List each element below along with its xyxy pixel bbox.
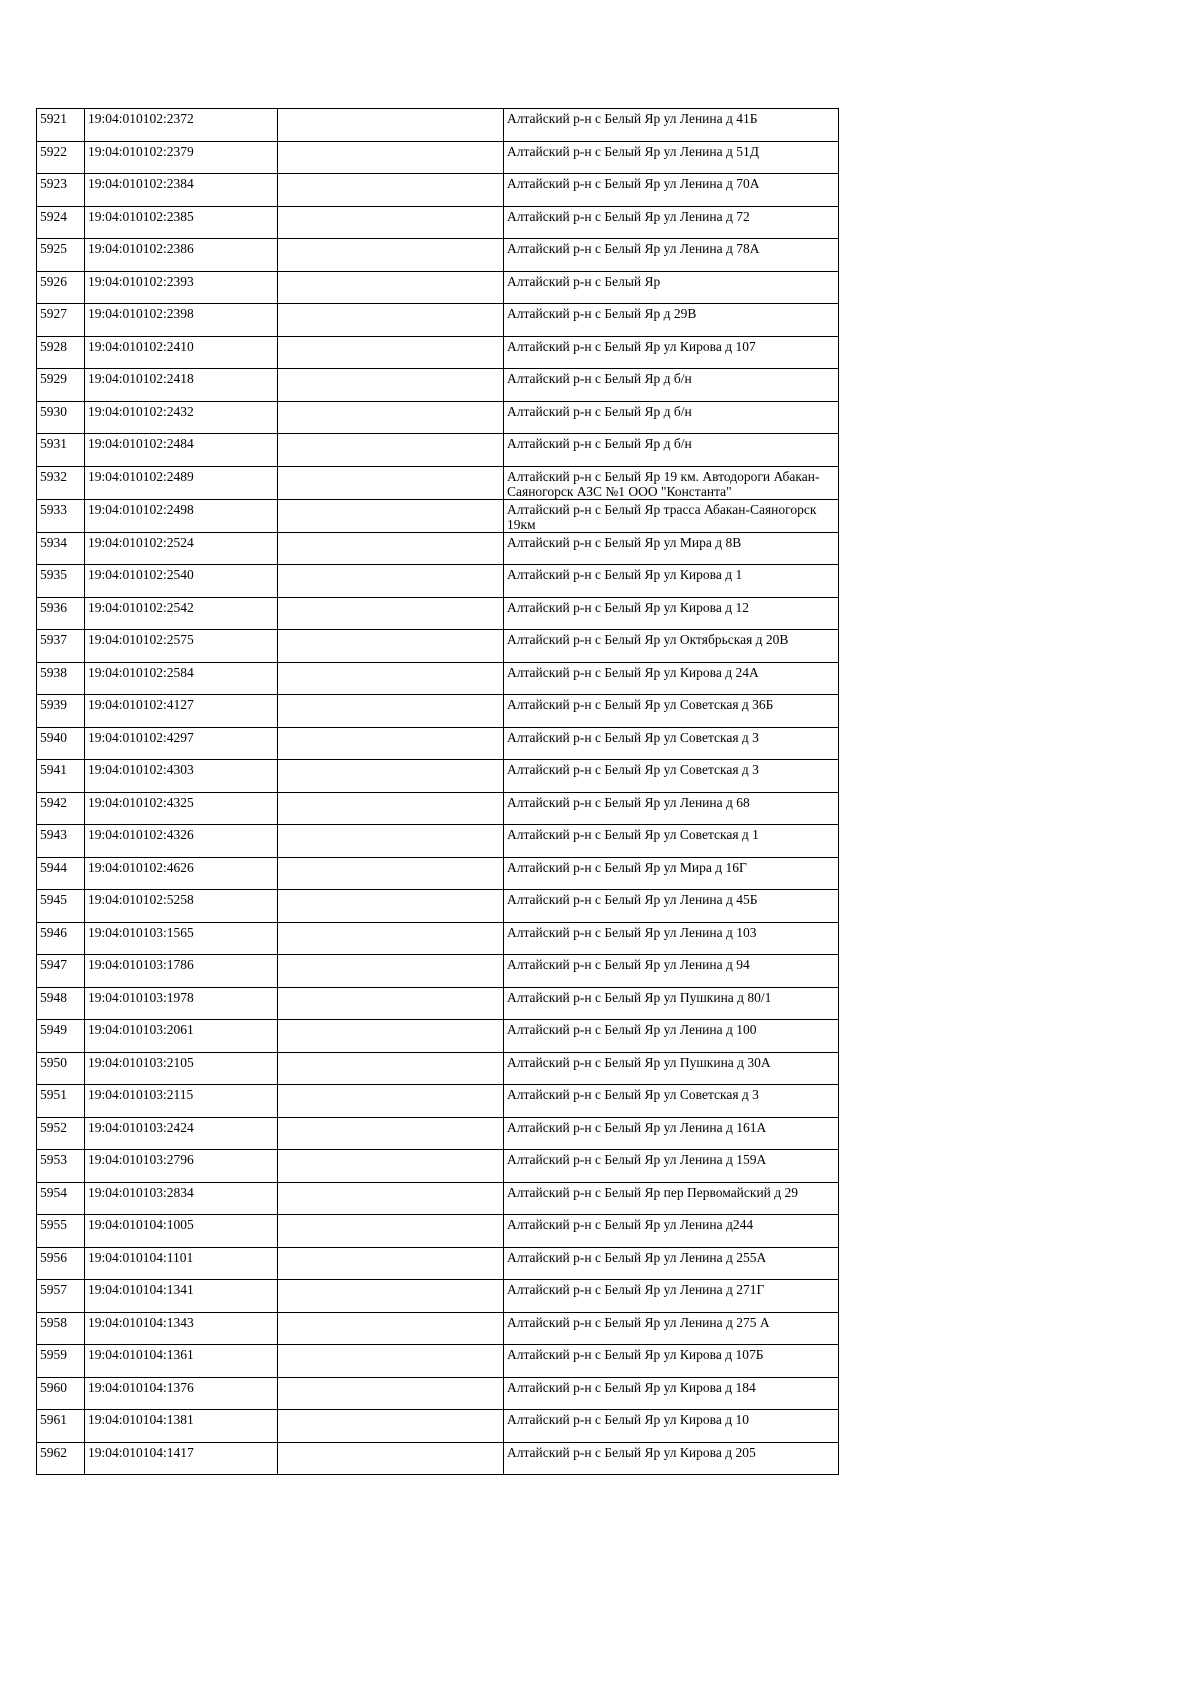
cadastral-number-cell: 19:04:010102:4326	[85, 825, 278, 858]
cadastral-number-cell: 19:04:010104:1376	[85, 1377, 278, 1410]
empty-cell	[278, 1052, 504, 1085]
table-row	[37, 565, 839, 598]
address-cell: Алтайский р-н с Белый Яр ул Ленина д 159А	[504, 1150, 839, 1183]
row-number-cell: 5951	[37, 1085, 85, 1118]
table-row	[37, 955, 839, 988]
empty-cell	[278, 1280, 504, 1313]
empty-cell	[278, 955, 504, 988]
row-number-cell: 5950	[37, 1052, 85, 1085]
address-cell: Алтайский р-н с Белый Яр д б/н	[504, 401, 839, 434]
row-number-cell: 5945	[37, 890, 85, 923]
empty-cell	[278, 532, 504, 565]
empty-cell	[278, 271, 504, 304]
address-cell: Алтайский р-н с Белый Яр ул Кирова д 205	[504, 1442, 839, 1475]
row-number-cell: 5960	[37, 1377, 85, 1410]
row-number-cell: 5936	[37, 597, 85, 630]
table-row	[37, 1215, 839, 1248]
table-row	[37, 1280, 839, 1313]
address-cell: Алтайский р-н с Белый Яр ул Советская д 3	[504, 1085, 839, 1118]
table-row	[37, 857, 839, 890]
row-number-cell: 5943	[37, 825, 85, 858]
empty-cell	[278, 1215, 504, 1248]
cadastral-number-cell: 19:04:010104:1005	[85, 1215, 278, 1248]
row-number-cell: 5949	[37, 1020, 85, 1053]
address-cell: Алтайский р-н с Белый Яр ул Ленина д 45Б	[504, 890, 839, 923]
empty-cell	[278, 206, 504, 239]
empty-cell	[278, 1377, 504, 1410]
row-number-cell: 5957	[37, 1280, 85, 1313]
address-cell: Алтайский р-н с Белый Яр ул Пушкина д 80/1	[504, 987, 839, 1020]
cadastral-number-cell: 19:04:010103:2796	[85, 1150, 278, 1183]
row-number-cell: 5948	[37, 987, 85, 1020]
address-cell: Алтайский р-н с Белый Яр ул Ленина д 100	[504, 1020, 839, 1053]
empty-cell	[278, 1182, 504, 1215]
row-number-cell: 5947	[37, 955, 85, 988]
table-row	[37, 1247, 839, 1280]
table-row	[37, 597, 839, 630]
table-row	[37, 271, 839, 304]
address-cell: Алтайский р-н с Белый Яр трасса Абакан-Саяногорск 19км	[504, 499, 839, 532]
table-row	[37, 1020, 839, 1053]
cadastral-number-cell: 19:04:010102:4297	[85, 727, 278, 760]
empty-cell	[278, 239, 504, 272]
table-row	[37, 336, 839, 369]
row-number-cell: 5934	[37, 532, 85, 565]
empty-cell	[278, 401, 504, 434]
address-cell: Алтайский р-н с Белый Яр 19 км. Автодороги Абакан-Саяногорск АЗС №1 ООО "Константа"	[504, 466, 839, 499]
empty-cell	[278, 369, 504, 402]
empty-cell	[278, 922, 504, 955]
row-number-cell: 5931	[37, 434, 85, 467]
cadastral-number-cell: 19:04:010102:2540	[85, 565, 278, 598]
cadastral-number-cell: 19:04:010102:4325	[85, 792, 278, 825]
cadastral-number-cell: 19:04:010102:2393	[85, 271, 278, 304]
registry-table	[36, 108, 839, 1475]
cadastral-number-cell: 19:04:010103:2061	[85, 1020, 278, 1053]
row-number-cell: 5940	[37, 727, 85, 760]
address-cell: Алтайский р-н с Белый Яр ул Ленина д244	[504, 1215, 839, 1248]
row-number-cell: 5944	[37, 857, 85, 890]
empty-cell	[278, 1442, 504, 1475]
cadastral-number-cell: 19:04:010104:1343	[85, 1312, 278, 1345]
empty-cell	[278, 499, 504, 532]
cadastral-number-cell: 19:04:010102:2386	[85, 239, 278, 272]
table-row	[37, 434, 839, 467]
empty-cell	[278, 304, 504, 337]
cadastral-number-cell: 19:04:010102:2372	[85, 109, 278, 142]
empty-cell	[278, 141, 504, 174]
cadastral-number-cell: 19:04:010104:1417	[85, 1442, 278, 1475]
cadastral-number-cell: 19:04:010104:1381	[85, 1410, 278, 1443]
empty-cell	[278, 630, 504, 663]
table-row	[37, 630, 839, 663]
address-cell: Алтайский р-н с Белый Яр ул Кирова д 10	[504, 1410, 839, 1443]
row-number-cell: 5939	[37, 695, 85, 728]
empty-cell	[278, 825, 504, 858]
row-number-cell: 5946	[37, 922, 85, 955]
address-cell: Алтайский р-н с Белый Яр ул Ленина д 271Г	[504, 1280, 839, 1313]
table-row	[37, 304, 839, 337]
row-number-cell: 5930	[37, 401, 85, 434]
row-number-cell: 5956	[37, 1247, 85, 1280]
address-cell: Алтайский р-н с Белый Яр ул Ленина д 41Б	[504, 109, 839, 142]
table-row	[37, 466, 839, 499]
empty-cell	[278, 760, 504, 793]
address-cell: Алтайский р-н с Белый Яр ул Ленина д 103	[504, 922, 839, 955]
row-number-cell: 5954	[37, 1182, 85, 1215]
empty-cell	[278, 109, 504, 142]
row-number-cell: 5962	[37, 1442, 85, 1475]
row-number-cell: 5924	[37, 206, 85, 239]
table-row	[37, 109, 839, 142]
table-row	[37, 239, 839, 272]
empty-cell	[278, 890, 504, 923]
row-number-cell: 5921	[37, 109, 85, 142]
row-number-cell: 5925	[37, 239, 85, 272]
empty-cell	[278, 1345, 504, 1378]
registry-table-body	[37, 109, 839, 1475]
cadastral-number-cell: 19:04:010102:2410	[85, 336, 278, 369]
table-row	[37, 499, 839, 532]
table-row	[37, 1117, 839, 1150]
table-row	[37, 401, 839, 434]
empty-cell	[278, 174, 504, 207]
table-row	[37, 1085, 839, 1118]
cadastral-number-cell: 19:04:010102:2398	[85, 304, 278, 337]
cadastral-number-cell: 19:04:010103:2834	[85, 1182, 278, 1215]
row-number-cell: 5928	[37, 336, 85, 369]
address-cell: Алтайский р-н с Белый Яр ул Пушкина д 30А	[504, 1052, 839, 1085]
cadastral-number-cell: 19:04:010102:4303	[85, 760, 278, 793]
empty-cell	[278, 1247, 504, 1280]
table-row	[37, 1345, 839, 1378]
cadastral-number-cell: 19:04:010102:2379	[85, 141, 278, 174]
address-cell: Алтайский р-н с Белый Яр ул Кирова д 107	[504, 336, 839, 369]
row-number-cell: 5952	[37, 1117, 85, 1150]
row-number-cell: 5959	[37, 1345, 85, 1378]
row-number-cell: 5955	[37, 1215, 85, 1248]
address-cell: Алтайский р-н с Белый Яр ул Ленина д 72	[504, 206, 839, 239]
empty-cell	[278, 1312, 504, 1345]
cadastral-number-cell: 19:04:010102:2542	[85, 597, 278, 630]
cadastral-number-cell: 19:04:010104:1341	[85, 1280, 278, 1313]
table-row	[37, 1182, 839, 1215]
table-row	[37, 1377, 839, 1410]
cadastral-number-cell: 19:04:010102:2489	[85, 466, 278, 499]
table-row	[37, 792, 839, 825]
table-row	[37, 890, 839, 923]
address-cell: Алтайский р-н с Белый Яр д 29В	[504, 304, 839, 337]
cadastral-number-cell: 19:04:010102:2498	[85, 499, 278, 532]
table-row	[37, 532, 839, 565]
address-cell: Алтайский р-н с Белый Яр ул Ленина д 275 А	[504, 1312, 839, 1345]
cadastral-number-cell: 19:04:010102:2484	[85, 434, 278, 467]
row-number-cell: 5932	[37, 466, 85, 499]
table-row	[37, 1410, 839, 1443]
address-cell: Алтайский р-н с Белый Яр д б/н	[504, 434, 839, 467]
row-number-cell: 5942	[37, 792, 85, 825]
cadastral-number-cell: 19:04:010104:1101	[85, 1247, 278, 1280]
address-cell: Алтайский р-н с Белый Яр ул Кирова д 12	[504, 597, 839, 630]
empty-cell	[278, 727, 504, 760]
table-row	[37, 1052, 839, 1085]
cadastral-number-cell: 19:04:010103:1565	[85, 922, 278, 955]
address-cell: Алтайский р-н с Белый Яр ул Ленина д 78А	[504, 239, 839, 272]
row-number-cell: 5929	[37, 369, 85, 402]
address-cell: Алтайский р-н с Белый Яр ул Ленина д 94	[504, 955, 839, 988]
empty-cell	[278, 466, 504, 499]
address-cell: Алтайский р-н с Белый Яр ул Кирова д 1	[504, 565, 839, 598]
table-row	[37, 1312, 839, 1345]
cadastral-number-cell: 19:04:010102:2418	[85, 369, 278, 402]
empty-cell	[278, 1085, 504, 1118]
row-number-cell: 5938	[37, 662, 85, 695]
table-row	[37, 662, 839, 695]
row-number-cell: 5926	[37, 271, 85, 304]
row-number-cell: 5953	[37, 1150, 85, 1183]
cadastral-number-cell: 19:04:010103:2115	[85, 1085, 278, 1118]
empty-cell	[278, 434, 504, 467]
empty-cell	[278, 1410, 504, 1443]
cadastral-number-cell: 19:04:010103:2105	[85, 1052, 278, 1085]
table-row	[37, 987, 839, 1020]
table-row	[37, 727, 839, 760]
empty-cell	[278, 336, 504, 369]
row-number-cell: 5933	[37, 499, 85, 532]
address-cell: Алтайский р-н с Белый Яр д б/н	[504, 369, 839, 402]
row-number-cell: 5958	[37, 1312, 85, 1345]
address-cell: Алтайский р-н с Белый Яр ул Ленина д 255А	[504, 1247, 839, 1280]
table-row	[37, 206, 839, 239]
address-cell: Алтайский р-н с Белый Яр ул Кирова д 184	[504, 1377, 839, 1410]
cadastral-number-cell: 19:04:010102:2384	[85, 174, 278, 207]
row-number-cell: 5922	[37, 141, 85, 174]
cadastral-number-cell: 19:04:010102:5258	[85, 890, 278, 923]
row-number-cell: 5937	[37, 630, 85, 663]
cadastral-number-cell: 19:04:010102:2432	[85, 401, 278, 434]
table-row	[37, 695, 839, 728]
address-cell: Алтайский р-н с Белый Яр ул Советская д 36Б	[504, 695, 839, 728]
table-row	[37, 369, 839, 402]
row-number-cell: 5941	[37, 760, 85, 793]
cadastral-number-cell: 19:04:010102:2524	[85, 532, 278, 565]
address-cell: Алтайский р-н с Белый Яр ул Мира д 16Г	[504, 857, 839, 890]
empty-cell	[278, 1020, 504, 1053]
empty-cell	[278, 662, 504, 695]
empty-cell	[278, 1150, 504, 1183]
table-row	[37, 1150, 839, 1183]
cadastral-number-cell: 19:04:010104:1361	[85, 1345, 278, 1378]
address-cell: Алтайский р-н с Белый Яр ул Октябрьская д 20В	[504, 630, 839, 663]
address-cell: Алтайский р-н с Белый Яр ул Ленина д 51Д	[504, 141, 839, 174]
table-row	[37, 1442, 839, 1475]
empty-cell	[278, 597, 504, 630]
address-cell: Алтайский р-н с Белый Яр ул Советская д 3	[504, 760, 839, 793]
cadastral-number-cell: 19:04:010102:2575	[85, 630, 278, 663]
address-cell: Алтайский р-н с Белый Яр ул Советская д 1	[504, 825, 839, 858]
address-cell: Алтайский р-н с Белый Яр ул Мира д 8В	[504, 532, 839, 565]
empty-cell	[278, 1117, 504, 1150]
cadastral-number-cell: 19:04:010102:4127	[85, 695, 278, 728]
row-number-cell: 5935	[37, 565, 85, 598]
table-row	[37, 760, 839, 793]
row-number-cell: 5927	[37, 304, 85, 337]
cadastral-number-cell: 19:04:010102:4626	[85, 857, 278, 890]
empty-cell	[278, 565, 504, 598]
address-cell: Алтайский р-н с Белый Яр ул Кирова д 24А	[504, 662, 839, 695]
cadastral-number-cell: 19:04:010103:1786	[85, 955, 278, 988]
address-cell: Алтайский р-н с Белый Яр пер Первомайский д 29	[504, 1182, 839, 1215]
address-cell: Алтайский р-н с Белый Яр ул Советская д 3	[504, 727, 839, 760]
row-number-cell: 5961	[37, 1410, 85, 1443]
address-cell: Алтайский р-н с Белый Яр ул Ленина д 70А	[504, 174, 839, 207]
table-row	[37, 174, 839, 207]
empty-cell	[278, 792, 504, 825]
empty-cell	[278, 695, 504, 728]
empty-cell	[278, 987, 504, 1020]
table-row	[37, 922, 839, 955]
table-row	[37, 141, 839, 174]
table-row	[37, 825, 839, 858]
empty-cell	[278, 857, 504, 890]
address-cell: Алтайский р-н с Белый Яр ул Кирова д 107Б	[504, 1345, 839, 1378]
cadastral-number-cell: 19:04:010102:2584	[85, 662, 278, 695]
cadastral-number-cell: 19:04:010103:1978	[85, 987, 278, 1020]
address-cell: Алтайский р-н с Белый Яр	[504, 271, 839, 304]
cadastral-number-cell: 19:04:010102:2385	[85, 206, 278, 239]
address-cell: Алтайский р-н с Белый Яр ул Ленина д 161А	[504, 1117, 839, 1150]
address-cell: Алтайский р-н с Белый Яр ул Ленина д 68	[504, 792, 839, 825]
cadastral-number-cell: 19:04:010103:2424	[85, 1117, 278, 1150]
row-number-cell: 5923	[37, 174, 85, 207]
